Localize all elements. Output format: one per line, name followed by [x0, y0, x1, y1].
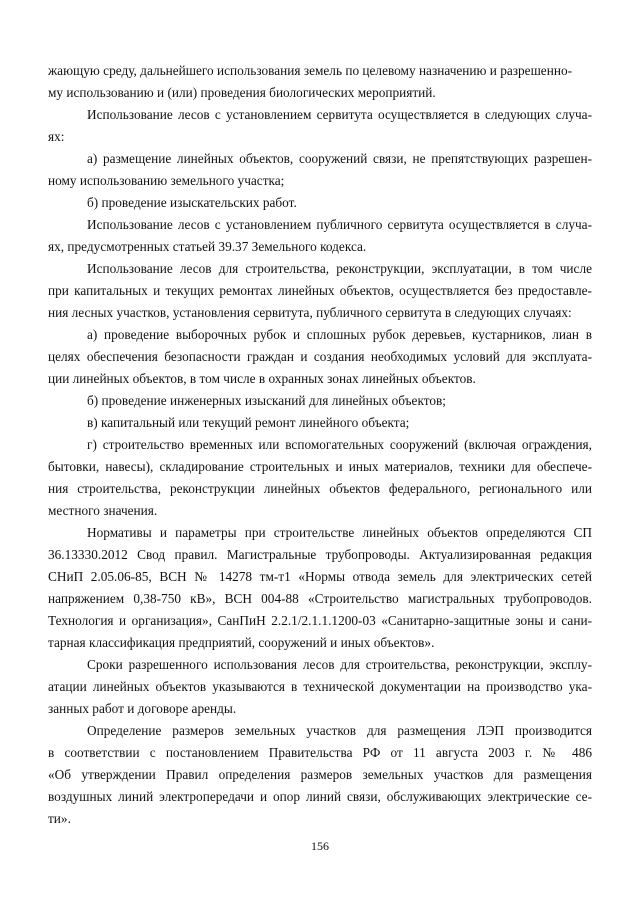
text-line: ния лесных участков, установления сервитута, публичного сервитута в следующих случаях: [48, 305, 572, 320]
text-line: в соответствии с постановлением Правительства РФ от 11 августа 2003 г. № 486 [48, 745, 592, 760]
text-line: Определение размеров земельных участков для размещения ЛЭП производится [87, 723, 592, 738]
text-line: при капитальных и текущих ремонтах линейных объектов, осуществляется без предоставле- [48, 283, 592, 298]
text-line: занных работ и договоре аренды. [48, 701, 237, 716]
text-line: «Об утверждении Правил определения размеров земельных участков для размещения [48, 767, 592, 782]
text-line: а) проведение выборочных рубок и сплошных рубок деревьев, кустарников, лиан в [87, 327, 592, 342]
text-line: Сроки разрешенного использования лесов для строительства, реконструкции, эксплу- [87, 657, 592, 672]
text-line: Использование лесов с установлением публичного сервитута осуществляется в случа- [87, 217, 592, 232]
text-line: 36.13330.2012 Свод правил. Магистральные трубопроводы. Актуализированная редакция [48, 547, 592, 562]
text-line: б) проведение изыскательских работ. [87, 195, 297, 210]
text-line: напряжением 0,38-750 кВ», ВСН 004-88 «Строительство магистральных трубопроводов. [48, 591, 592, 606]
text-line: воздушных линий электропередачи и опор линий связи, обслуживающих электрические се- [48, 789, 592, 804]
text-line: Технология и организация», СанПиН 2.2.1/2.1.1.1200-03 «Санитарно-защитные зоны и сани- [48, 613, 592, 628]
text-line: ях: [48, 129, 65, 144]
text-line: в) капитальный или текущий ремонт линейного объекта; [87, 415, 410, 430]
text-line: ному использованию земельного участка; [48, 173, 285, 188]
text-line: бытовки, навесы), складирование строительных и иных материалов, техники для обеспече- [48, 459, 592, 474]
text-line: ях, предусмотренных статьей 39.37 Земельного кодекса. [48, 239, 367, 254]
page-number: 156 [311, 839, 329, 853]
text-line: му использованию и (или) проведения биологических мероприятий. [48, 85, 436, 100]
text-line: г) строительство временных или вспомогательных сооружений (включая ограждения, [87, 437, 592, 452]
text-line: СНиП 2.05.06-85, ВСН № 14278 тм-т1 «Нормы отвода земель для электрических сетей [48, 569, 592, 584]
text-line: тарная классификация предприятий, сооружений и иных объектов». [48, 635, 435, 650]
text-line: ти». [48, 811, 71, 826]
text-line: жающую среду, дальнейшего использования земель по целевому назначению и разрешенно- [48, 63, 573, 78]
text-line: Использование лесов с установлением сервитута осуществляется в следующих случа- [87, 107, 592, 122]
text-line: Нормативы и параметры при строительстве линейных объектов определяются СП [87, 525, 592, 540]
text-line: Использование лесов для строительства, реконструкции, эксплуатации, в том числе [87, 261, 592, 276]
text-line: местного значения. [48, 503, 158, 518]
text-line: ции линейных объектов, в том числе в охранных зонах линейных объектов. [48, 371, 476, 386]
text-line: атации линейных объектов указываются в технической документации на производство ука- [48, 679, 592, 694]
text-line: целях обеспечения безопасности граждан и создания необходимых условий для эксплуата- [48, 349, 592, 364]
text-line: б) проведение инженерных изысканий для линейных объектов; [87, 393, 447, 408]
text-line: ния строительства, реконструкции линейных объектов федерального, регионального или [48, 481, 592, 496]
text-line: а) размещение линейных объектов, сооружений связи, не препятствующих разрешен- [87, 151, 592, 166]
